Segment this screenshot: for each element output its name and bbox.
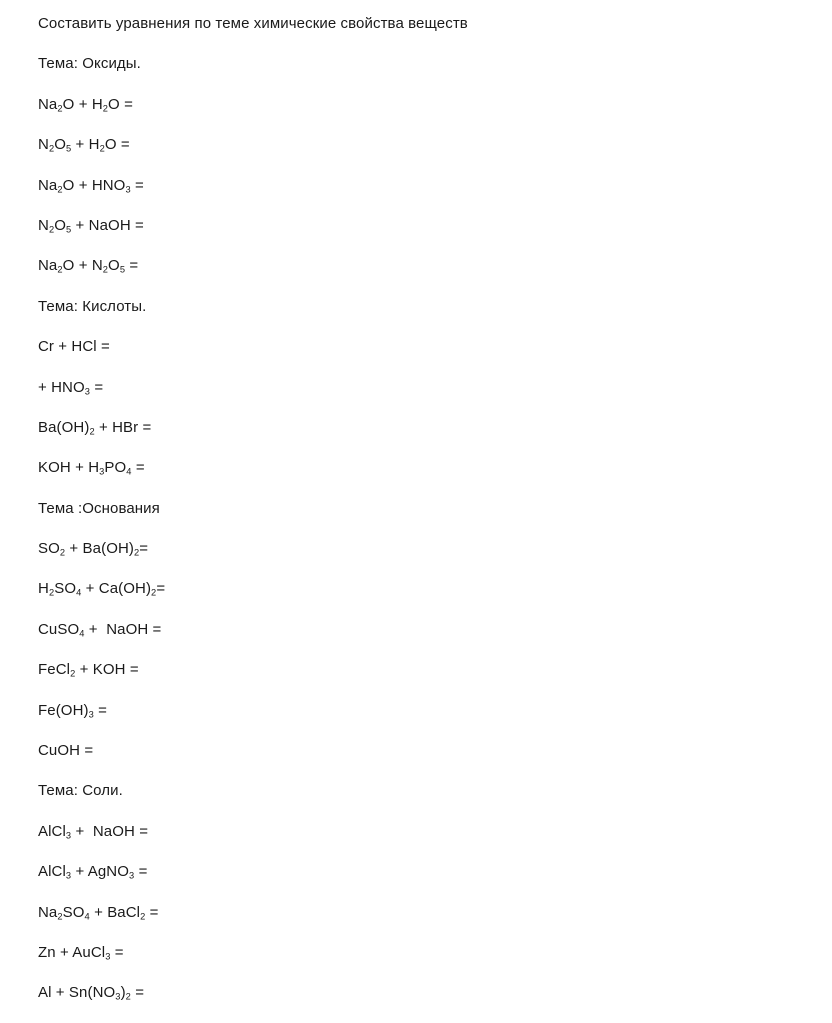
subscript: 2 <box>102 103 109 114</box>
equation-line <box>38 455 468 495</box>
line-text: Na <box>38 903 58 921</box>
equation-line <box>38 173 468 213</box>
equation-line <box>38 738 468 778</box>
line-text: = <box>145 903 159 921</box>
subscript: 2 <box>57 910 63 921</box>
equation-line <box>38 859 468 899</box>
equation-line <box>38 415 468 455</box>
line-text: Al + Sn(NO <box>38 984 116 1002</box>
line-text: Cr + HCl = <box>38 338 110 356</box>
subscript: 5 <box>66 143 72 154</box>
subscript: 2 <box>99 143 105 154</box>
subscript: 3 <box>115 991 121 1002</box>
line-text: = <box>134 863 148 881</box>
subscript: 2 <box>151 587 157 598</box>
line-text: Na <box>38 176 58 194</box>
line-text: Тема: Соли. <box>38 782 123 800</box>
subscript: 3 <box>88 708 94 719</box>
line-text: AlCl <box>38 863 66 881</box>
subscript: 3 <box>65 830 72 841</box>
line-text: = <box>131 459 145 477</box>
line-text: = <box>90 378 104 396</box>
equation-line <box>38 253 468 293</box>
subscript: 5 <box>119 264 126 275</box>
equation-line <box>38 576 468 616</box>
subscript: 4 <box>84 910 90 921</box>
line-text: FeCl <box>38 661 71 679</box>
line-text: O <box>108 257 120 275</box>
line-text: = <box>130 176 144 194</box>
line-text: O <box>54 216 66 234</box>
line-text: + KOH = <box>75 661 139 679</box>
subscript: 2 <box>48 224 55 235</box>
line-text: AlCl <box>38 822 66 840</box>
subscript: 3 <box>84 385 91 396</box>
equation-line <box>38 617 468 657</box>
line-text: O = <box>104 136 130 154</box>
line-text: = <box>125 257 139 275</box>
line-text: KOH + H <box>38 459 100 477</box>
line-text: + Ba(OH) <box>65 540 134 558</box>
equation-line <box>38 819 468 859</box>
subscript: 2 <box>89 426 95 437</box>
subscript: 3 <box>129 870 135 881</box>
line-text: + BaCl <box>89 903 141 921</box>
line-text: O <box>54 136 66 154</box>
line-text: + HNO <box>38 378 85 396</box>
equation-line <box>38 980 468 1020</box>
line-text: N <box>38 136 49 154</box>
subscript: 2 <box>48 587 55 598</box>
subscript: 2 <box>134 547 140 558</box>
equation-line <box>38 900 468 940</box>
document-title: Составить уравнения по теме химические свойства веществ <box>38 15 468 32</box>
line-text: CuSO <box>38 620 80 638</box>
equation-line <box>38 334 468 374</box>
line-text: Ba(OH) <box>38 418 90 436</box>
equation-line <box>38 213 468 253</box>
subscript: 2 <box>59 547 66 558</box>
topic-heading <box>38 496 468 536</box>
equation-line <box>38 92 468 132</box>
subscript: 4 <box>76 587 82 598</box>
line-text: + NaOH = <box>84 620 162 638</box>
line-text: Тема: Оксиды. <box>38 55 141 73</box>
topic-heading <box>38 51 468 91</box>
equation-line <box>38 940 468 980</box>
line-text: SO <box>62 903 85 921</box>
line-text: = <box>156 580 166 598</box>
line-text: = <box>93 701 108 719</box>
subscript: 2 <box>70 668 76 679</box>
equation-line <box>38 657 468 697</box>
line-text: ) <box>120 984 126 1002</box>
line-text: N <box>38 216 49 234</box>
topic-heading <box>38 778 468 818</box>
line-text: + H <box>71 136 100 154</box>
line-text: Тема: Кислоты. <box>38 297 147 315</box>
subscript: 4 <box>79 628 85 639</box>
subscript: 2 <box>48 143 55 154</box>
document-lines <box>38 11 468 1021</box>
line-text: Zn + AuCl <box>38 943 106 961</box>
equation-line <box>38 536 468 576</box>
equation-line <box>38 698 468 738</box>
line-text: H <box>38 580 49 598</box>
subscript: 2 <box>102 264 109 275</box>
line-text: + AgNO <box>71 863 130 881</box>
subscript: 4 <box>126 466 132 477</box>
subscript: 2 <box>57 183 63 194</box>
line-text: + HBr = <box>94 418 152 436</box>
line-text: O = <box>108 95 133 113</box>
line-text: Тема :Основания <box>38 499 160 517</box>
line-text: + Ca(OH) <box>81 580 152 598</box>
subscript: 2 <box>57 264 63 275</box>
equation-line <box>38 375 468 415</box>
subscript: 3 <box>99 466 105 477</box>
subscript: 3 <box>65 870 72 881</box>
subscript: 2 <box>125 991 131 1002</box>
topic-heading <box>38 294 468 334</box>
subscript: 3 <box>125 183 131 194</box>
line-text: Na <box>38 257 58 275</box>
subscript: 2 <box>57 103 63 114</box>
line-text: + NaOH = <box>71 822 149 840</box>
line-text: = <box>110 943 124 961</box>
subscript: 2 <box>140 910 146 921</box>
line-text: = <box>139 540 149 558</box>
subscript: 3 <box>105 951 111 962</box>
line-text: SO <box>38 540 60 558</box>
line-text: PO <box>104 459 127 477</box>
line-text: + NaOH = <box>71 216 144 234</box>
line-text: O + HNO <box>62 176 126 194</box>
line-text: O + N <box>62 257 103 275</box>
line-text: SO <box>54 580 77 598</box>
line-text: Na <box>38 95 58 113</box>
line-text: CuOH = <box>38 742 94 760</box>
line-text: Fe(OH) <box>38 701 89 719</box>
line-text: = <box>130 984 145 1002</box>
line-text: O + H <box>62 95 103 113</box>
subscript: 5 <box>66 224 72 235</box>
equation-line <box>38 132 468 172</box>
